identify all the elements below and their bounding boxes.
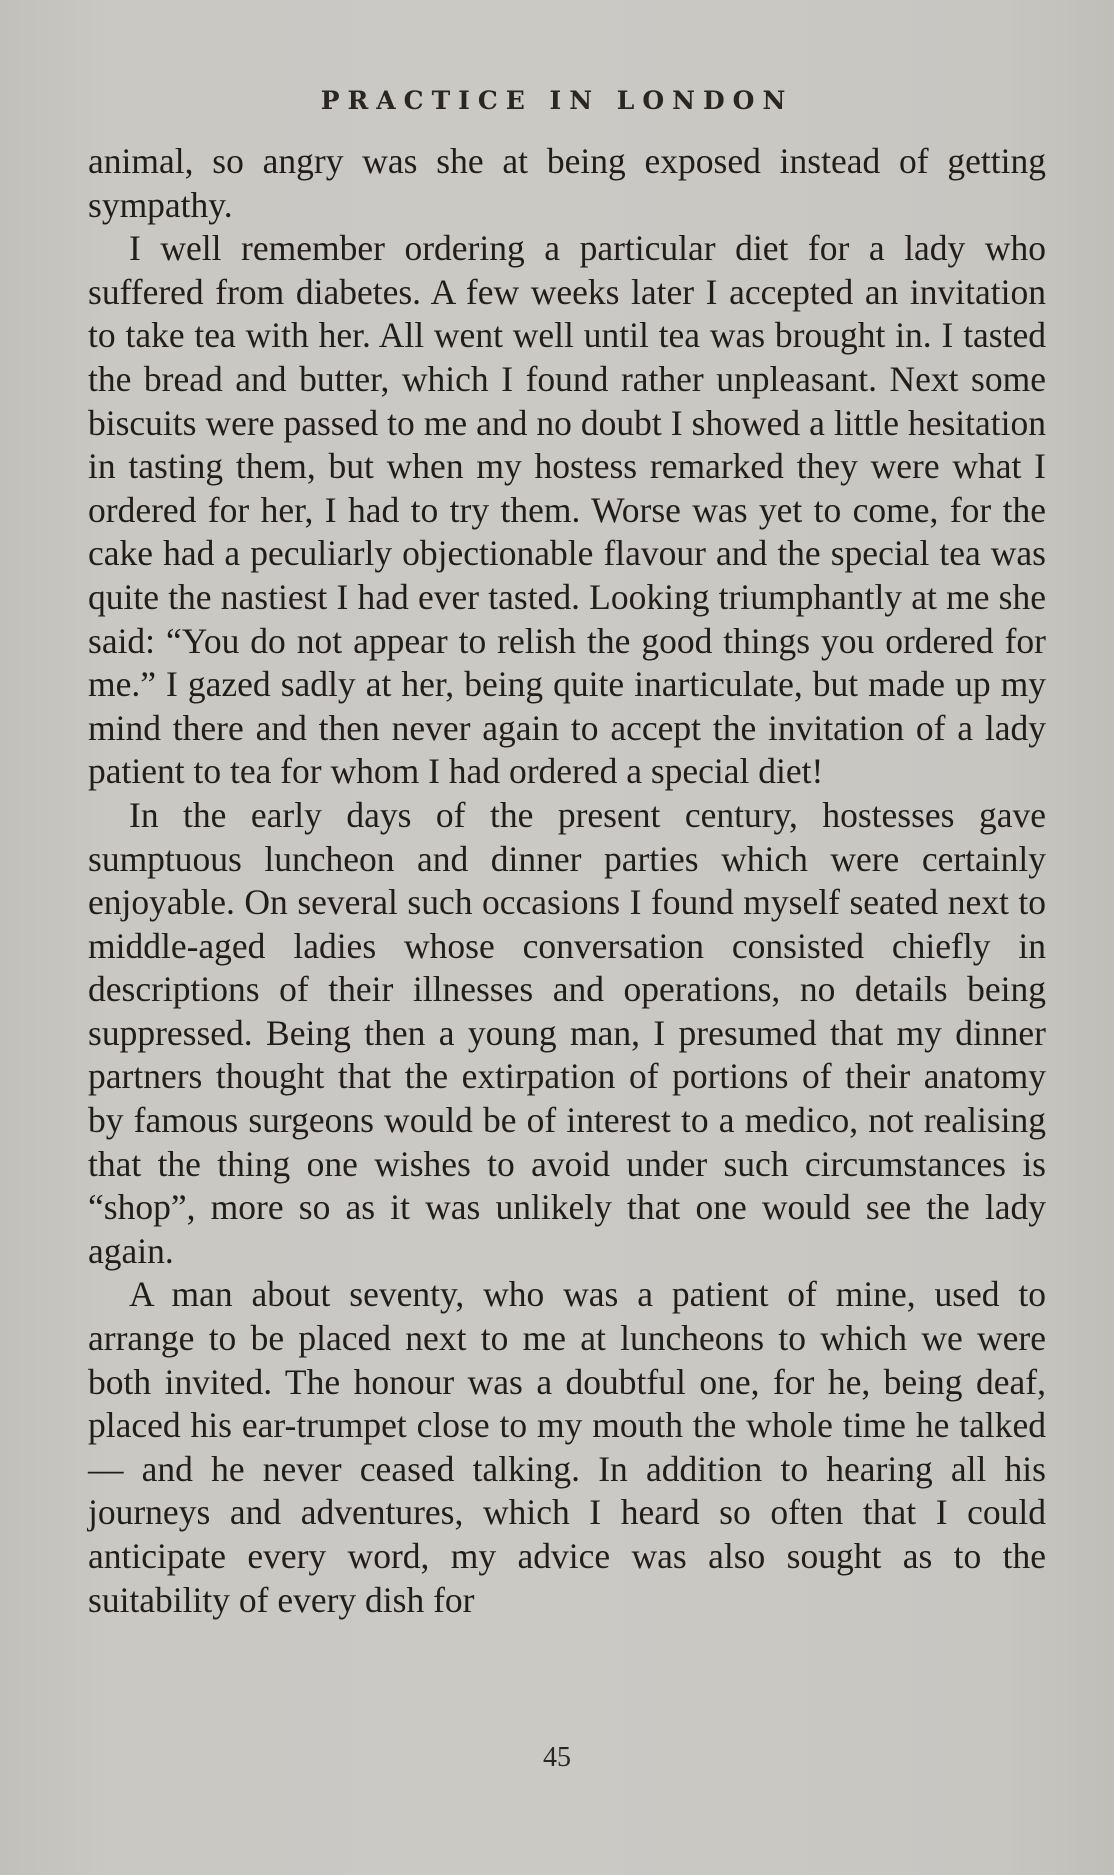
paragraph-diabetes-tea: I well remember ordering a particular diet for a lady who suffered from diabetes. A few weeks later I accepted an invitation to take tea with her. All went well until tea was brought in. I tasted the bread and butter, which I found rather unpleasant. Next some biscuits were passed to me and no doubt I showed a little hesitation in tasting them, but when my hostess remarked they were what I ordered for her, I had to try them. Worse was yet to come, for the cake had a peculiarly objectionable flavour and the special tea was quite the nastiest I had ever tasted. Looking triumphantly at me she said: “You do not appear to relish the good things you ordered for me.” I gazed sadly at her, being quite inarticulate, but made up my mind there and then never again to accept the invitation of a lady patient to tea for whom I had ordered a special diet!: [88, 228, 1046, 792]
running-head: PRACTICE IN LONDON: [320, 86, 794, 115]
paragraph-dinner-parties: In the early days of the present century, hostesses gave sumptuous luncheon and dinner parties which were certainly enjoyable. On several such occasions I found myself seated next to middle-aged ladies whose conversation consisted chiefly in descriptions of their illnesses and operations, no details being suppressed. Being then a young man, I presumed that my dinner partners thought that the extirpation of portions of their anatomy by famous surgeons would be of interest to a medico, not realising that the thing one wishes to avoid under such circumstances is “shop”, more so as it was unlikely that one would see the lady again.: [88, 794, 1046, 1271]
body-text: [88, 140, 1046, 1622]
paragraph-continuation: animal, so angry was she at being exposed instead of getting sympathy.: [88, 141, 1046, 225]
page-number: 45: [543, 1742, 571, 1773]
paragraph-ear-trumpet: A man about seventy, who was a patient of mine, used to arrange to be placed next to me at luncheons to which we were both invited. The honour was a doubtful one, for he, being deaf, placed his ear-trumpet close to my mouth the whole time he talked — and he never ceased talking. In addition to hearing all his journeys and adventures, which I heard so often that I could anticipate every word, my advice was also sought as to the suitability of every dish for: [88, 1274, 1046, 1620]
